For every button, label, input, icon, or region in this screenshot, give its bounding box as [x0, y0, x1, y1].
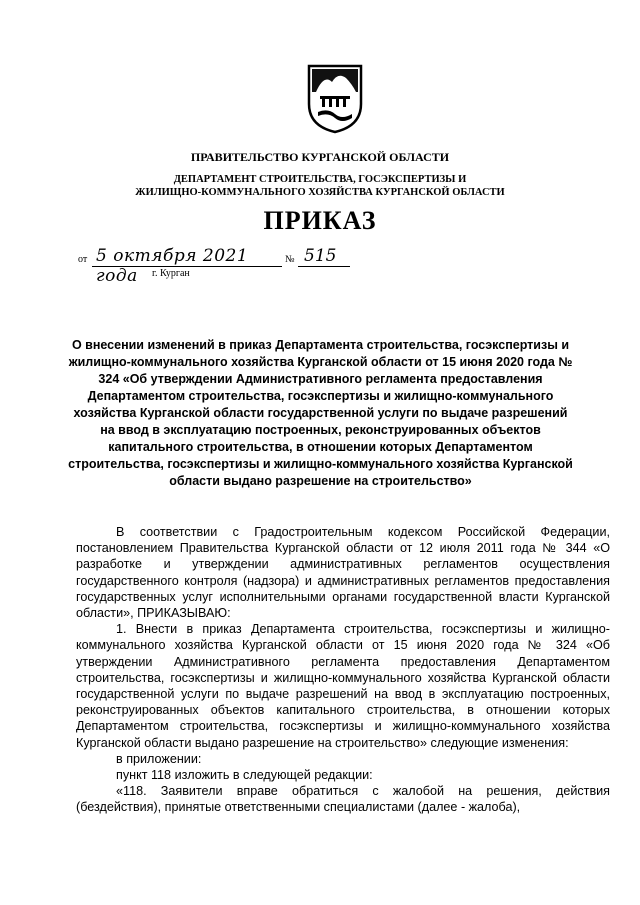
government-name: ПРАВИТЕЛЬСТВО КУРГАНСКОЙ ОБЛАСТИ [190, 150, 450, 164]
body-paragraph: пункт 118 изложить в следующей редакции: [116, 768, 373, 783]
body-paragraph: в приложении: [116, 751, 202, 766]
order-body-text [76, 524, 610, 816]
order-subject-heading: О внесении изменений в приказ Департамента строительства, госэкспертизы и жилищно-коммунального хозяйства Курганской области от 15 июня 2020 года № 324 «Об утверждении Административного регламента предоставления Департаментом строительства, госэкспертизы и жилищно-коммунального хозяйства Курганской области государственной услуги по выдаче разрешений на ввод в эксплуатацию построенных, реконструированных объектов капитального строительства, в отношении которых Департаментом строительства, госэкспертизы и жилищно-коммунального хозяйства Курганской области выдано разрешение на строительство» [68, 338, 573, 488]
department-name-line2: ЖИЛИЩНО-КОММУНАЛЬНОГО ХОЗЯЙСТВА КУРГАНСКОЙ ОБЛАСТИ [135, 187, 505, 198]
body-paragraph: «118. Заявители вправе обратиться с жалобой на решения, действия (бездействия), принятые ответственными специалистами (далее - жалоба), [76, 784, 610, 815]
body-paragraph: В соответствии с Градостроительным кодексом Российской Федерации, постановлением Правительства Курганской области от 12 июля 2011 года № 344 «О разработке и утверждении административных регламентов осуществления государственного контроля (надзора) и административных регламентов предоставления государственных услуг исполнительными органами государственной власти Курганской области», ПРИКАЗЫВАЮ: [76, 525, 610, 621]
number-field [298, 248, 350, 267]
document-type-title: ПРИКАЗ [263, 206, 377, 235]
handwritten-date: 5 октября 2021 года [96, 246, 249, 286]
date-prefix: от [78, 254, 88, 265]
city-label: г. Курган [152, 268, 190, 279]
coat-of-arms-emblem [306, 64, 364, 134]
handwritten-number: 515 [304, 246, 337, 266]
body-paragraph: 1. Внести в приказ Департамента строительства, госэкспертизы и жилищно-коммунального хозяйства Курганской области от 15 июня 2020 года № 324 «Об утверждении Административного регламента предоставления Департаментом строительства, госэкспертизы и жилищно-коммунального хозяйства Курганской области государственной услуги по выдаче разрешений на ввод в эксплуатацию построенных, реконструированных объектов капитального строительства, в отношении которых Департаментом строительства, госэкспертизы и жилищно-коммунального хозяйства Курганской области выдано разрешение на строительство» следующие изменения: [76, 622, 610, 750]
number-label: № [285, 254, 295, 265]
department-name-line1: ДЕПАРТАМЕНТ СТРОИТЕЛЬСТВА, ГОСЭКСПЕРТИЗЫ И [173, 174, 467, 185]
